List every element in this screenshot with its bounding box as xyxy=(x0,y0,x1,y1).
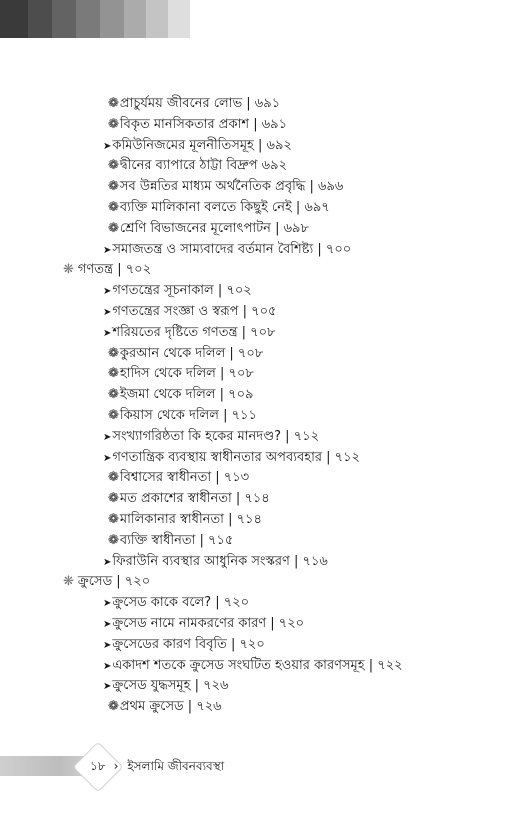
toc-entry xyxy=(103,636,265,655)
toc-entry-text: বিকৃত মানসিকতার প্রকাশ | ৬৯১ xyxy=(119,117,288,132)
toc-entry xyxy=(108,199,330,217)
arrow-bullet-icon: ➤ xyxy=(103,619,112,630)
toc-entry-text: শ্রেণি বিভাজনের মূলোৎপাটন | ৬৯৮ xyxy=(119,221,309,236)
flower-bullet-icon: ❁ xyxy=(108,533,119,548)
arrow-bullet-icon: ➤ xyxy=(103,640,112,651)
toc-entry xyxy=(103,677,228,696)
toc-entry xyxy=(103,428,319,447)
toc-entry-text: বিশ্বাসের স্বাধীনতা | ৭১৩ xyxy=(119,470,250,485)
arrow-bullet-icon: ➤ xyxy=(103,453,112,464)
flower-bullet-icon: ❁ xyxy=(108,387,119,402)
toc-entry-text: ক্রুসেড কাকে বলে? | ৭২০ xyxy=(112,595,250,610)
header-band-segment xyxy=(168,0,190,38)
flower-bullet-icon: ❁ xyxy=(108,491,119,506)
header-band-segment xyxy=(124,0,146,38)
toc-entry xyxy=(108,511,262,529)
toc-entry-text: ক্রুসেড যুদ্ধসমূহ | ৭২৬ xyxy=(112,678,229,693)
header-band-segment xyxy=(28,0,52,38)
toc-entry xyxy=(108,95,280,113)
flower-bullet-icon: ❁ xyxy=(108,200,119,215)
toc-entry xyxy=(108,407,257,425)
toc-section xyxy=(63,573,150,591)
toc-entry-text: দ্বীনের ব্যাপারে ঠাট্টা বিদ্রুপ ৬৯২ xyxy=(119,158,287,173)
toc-entry xyxy=(103,241,351,260)
toc-entry xyxy=(103,137,292,156)
arrow-bullet-icon: ➤ xyxy=(103,598,112,609)
toc-entry-text: মত প্রকাশের স্বাধীনতা | ৭১৪ xyxy=(119,491,270,506)
toc-entry xyxy=(103,615,304,634)
header-band-segment xyxy=(0,0,28,38)
toc-entry xyxy=(108,157,287,175)
page-number: ১৮ xyxy=(90,759,106,773)
arrow-bullet-icon: ➤ xyxy=(103,661,112,672)
arrow-bullet-icon: ➤ xyxy=(103,432,112,443)
toc-section xyxy=(63,261,151,279)
header-band-segment xyxy=(146,0,168,38)
toc-entry xyxy=(108,386,253,404)
header-band-segment xyxy=(52,0,76,38)
asterisk-flower-icon: ❋ xyxy=(63,574,74,589)
toc-entry-text: গণতন্ত্র | ৭০২ xyxy=(77,262,152,277)
header-band-segment xyxy=(76,0,100,38)
flower-bullet-icon: ❁ xyxy=(108,408,119,423)
toc-entry xyxy=(108,469,249,487)
toc-entry xyxy=(103,449,360,468)
flower-bullet-icon: ❁ xyxy=(108,179,119,194)
toc-entry xyxy=(103,594,249,613)
toc-entry-text: সব উন্নতির মাধ্যম অর্থনৈতিক প্রবৃদ্ধি | ৬৯৬ xyxy=(119,179,344,194)
toc-entry-text: ইজমা থেকে দলিল | ৭০৯ xyxy=(119,387,254,402)
toc-entry xyxy=(108,345,263,363)
arrow-bullet-icon: ➤ xyxy=(103,681,112,692)
toc-entry-text: গণতান্ত্রিক ব্যবস্থায় স্বাধীনতার অপব্যবহার | ৭১২ xyxy=(112,450,360,465)
asterisk-flower-icon: ❋ xyxy=(63,262,74,277)
toc-entry xyxy=(108,220,309,238)
toc-entry-text: গণতন্ত্রের সূচনাকাল | ৭০২ xyxy=(112,283,252,298)
arrow-bullet-icon: ➤ xyxy=(103,307,112,318)
toc-entry xyxy=(103,553,328,572)
toc-entry xyxy=(103,657,403,676)
arrow-bullet-icon: ➤ xyxy=(103,286,112,297)
toc-entry xyxy=(108,116,287,134)
toc-entry-text: কিয়াস থেকে দলিল | ৭১১ xyxy=(119,408,257,423)
flower-bullet-icon: ❁ xyxy=(108,470,119,485)
arrow-bullet-icon: ➤ xyxy=(103,245,112,256)
toc-entry xyxy=(108,698,222,716)
toc-entry-text: হাদিস থেকে দলিল | ৭০৮ xyxy=(119,366,254,381)
flower-bullet-icon: ❁ xyxy=(108,699,119,714)
toc-entry xyxy=(108,532,233,550)
toc-entry-text: প্রথম ক্রুসেড | ৭২৬ xyxy=(119,699,222,714)
arrow-bullet-icon: ➤ xyxy=(103,328,112,339)
book-title: ইসলামি জীবনব্যবস্থা xyxy=(127,759,225,773)
toc-entry xyxy=(103,324,275,343)
flower-bullet-icon: ❁ xyxy=(108,346,119,361)
toc-entry-text: প্রাচুর্যময় জীবনের লোভ | ৬৯১ xyxy=(119,96,281,111)
toc-entry xyxy=(108,365,254,383)
toc-entry-text: ব্যক্তি স্বাধীনতা | ৭১৫ xyxy=(119,533,234,548)
flower-bullet-icon: ❁ xyxy=(108,512,119,527)
toc-entry xyxy=(108,178,343,196)
header-gradient-bar xyxy=(0,0,190,38)
toc-entry-text: সমাজতন্ত্র ও সাম্যবাদের বর্তমান বৈশিষ্ট্য | ৭০০ xyxy=(112,242,352,257)
header-band-segment xyxy=(100,0,124,38)
toc-entry-text: গণতন্ত্রের সংজ্ঞা ও স্বরূপ | ৭০৫ xyxy=(112,304,277,319)
toc-entry xyxy=(108,490,270,508)
toc-entry-text: একাদশ শতকে ক্রুসেড সংঘটিত হওয়ার কারণসমূহ | ৭২২ xyxy=(112,658,403,673)
toc-entry xyxy=(103,282,252,301)
toc-entry-text: ব্যক্তি মালিকানা বলতে কিছুই নেই | ৬৯৭ xyxy=(119,200,330,215)
flower-bullet-icon: ❁ xyxy=(108,221,119,236)
flower-bullet-icon: ❁ xyxy=(108,158,119,173)
toc-entry-text: কমিউনিজমের মূলনীতিসমূহ | ৬৯২ xyxy=(112,138,292,153)
toc-entry-text: ক্রুসেড নামে নামকরণের কারণ | ৭২০ xyxy=(112,616,305,631)
toc-entry-text: ফিরাউনি ব্যবস্থার আধুনিক সংস্করণ | ৭১৬ xyxy=(112,554,328,569)
toc-entry-text: ক্রুসেডের কারণ বিবৃতি | ৭২০ xyxy=(112,637,265,652)
footer xyxy=(90,756,224,776)
toc-entry-text: ক্রুসেড | ৭২০ xyxy=(77,574,151,589)
separator-icon: › xyxy=(113,759,119,773)
toc-entry xyxy=(103,303,276,322)
arrow-bullet-icon: ➤ xyxy=(103,557,112,568)
toc-entry-text: সংখ্যাগরিষ্ঠতা কি হকের মানদণ্ড? | ৭১২ xyxy=(112,429,320,444)
flower-bullet-icon: ❁ xyxy=(108,117,119,132)
toc-entry-text: মালিকানার স্বাধীনতা | ৭১৪ xyxy=(119,512,262,527)
toc-entry-text: কুরআন থেকে দলিল | ৭০৮ xyxy=(119,346,264,361)
toc-entry-text: শরিয়তের দৃষ্টিতে গণতন্ত্র | ৭০৮ xyxy=(112,325,276,340)
flower-bullet-icon: ❁ xyxy=(108,96,119,111)
arrow-bullet-icon: ➤ xyxy=(103,141,112,152)
flower-bullet-icon: ❁ xyxy=(108,366,119,381)
